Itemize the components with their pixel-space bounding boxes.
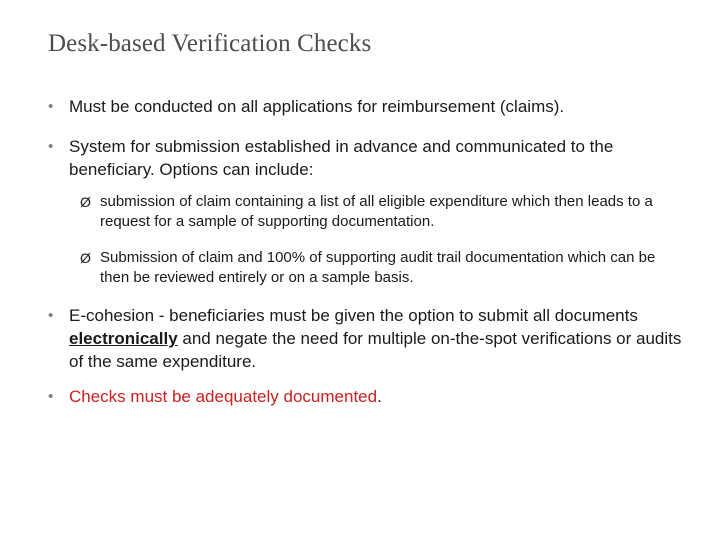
- sub-bullet-text: Submission of claim and 100% of supporting audit trail documentation which can be then be reviewed entirely or on a sample basis.: [100, 249, 656, 286]
- red-highlight-text: Checks must be adequately documented: [69, 387, 378, 406]
- bullet-text-after: .: [377, 387, 382, 406]
- bullet-text-before: E-cohesion - beneficiaries must be given the option to submit all documents: [69, 306, 638, 325]
- bullet-dot-icon: •: [48, 388, 54, 405]
- bullet-text: Must be conducted on all applications for reimbursement (claims).: [69, 97, 565, 116]
- arrow-bullet-icon: Ø: [80, 250, 91, 266]
- bullet-item: [48, 95, 688, 118]
- emphasis-electronically: electronically: [69, 329, 178, 348]
- bullet-text-after: and negate the need for multiple on-the-spot verifications or audits of the same expenditure.: [69, 329, 682, 371]
- bullet-dot-icon: •: [48, 98, 54, 115]
- bullet-item: [48, 385, 688, 408]
- bullet-item: [48, 304, 688, 373]
- bullet-dot-icon: •: [48, 138, 54, 155]
- bullet-item: [48, 135, 688, 181]
- bullet-text: [69, 385, 688, 408]
- bullet-dot-icon: •: [48, 307, 54, 324]
- sub-bullet-item: [80, 192, 680, 232]
- arrow-bullet-icon: Ø: [80, 194, 91, 210]
- sub-bullet-text: submission of claim containing a list of all eligible expenditure which then leads to a request for a sample of supporting documentation.: [100, 193, 653, 230]
- bullet-text: System for submission established in advance and communicated to the beneficiary. Options can include:: [69, 137, 614, 179]
- sub-bullet-item: [80, 248, 680, 288]
- bullet-text: [69, 304, 688, 373]
- slide-title: Desk-based Verification Checks: [48, 30, 372, 57]
